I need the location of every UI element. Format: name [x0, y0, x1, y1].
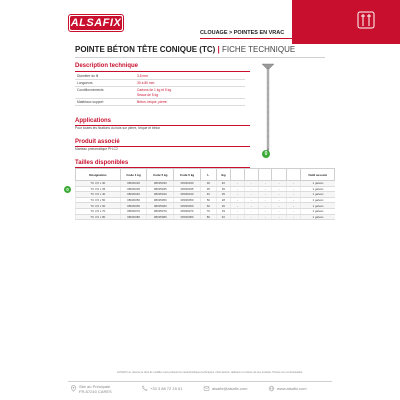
- table-cell: 08036035: [174, 186, 201, 192]
- table-cell: TC 3,5 x 80: [76, 214, 121, 220]
- column-header: [259, 169, 272, 181]
- table-cell: 60: [200, 203, 216, 209]
- column-header: [231, 169, 244, 181]
- table-cell: 40: [216, 214, 231, 220]
- table-cell: -: [272, 208, 287, 214]
- column-header: Outil associé: [301, 169, 335, 181]
- table-cell: 35: [216, 186, 231, 192]
- table-cell: 80: [200, 214, 216, 220]
- nail-illustration: [258, 62, 278, 160]
- table-cell: -: [272, 186, 287, 192]
- table-cell: 08036070: [174, 208, 201, 214]
- tailles-body: [76, 181, 335, 220]
- table-cell: 08035035: [147, 186, 174, 192]
- table-cell: 1 galvan: [301, 192, 335, 198]
- applications-heading: Applications: [75, 118, 112, 124]
- table-header-row: [76, 169, 335, 181]
- phone-icon: [141, 385, 148, 392]
- table-cell: 40: [200, 192, 216, 198]
- table-cell: 50: [200, 197, 216, 203]
- title-main: POINTE BÉTON TÊTE CONIQUE (TC): [75, 45, 216, 54]
- page-title: [75, 45, 295, 54]
- description-value: 30 à 80 mm: [135, 80, 245, 87]
- table-cell: -: [244, 181, 259, 187]
- table-cell: 08036050: [174, 197, 201, 203]
- table-cell: -: [231, 203, 244, 209]
- column-header: [272, 169, 287, 181]
- table-cell: -: [244, 214, 259, 220]
- table-cell: 08030070: [120, 208, 147, 214]
- table-cell: -: [286, 214, 301, 220]
- table-cell: 1 galvan: [301, 214, 335, 220]
- table-cell: 08030030: [120, 181, 147, 187]
- table-cell: 08035070: [147, 208, 174, 214]
- table-cell: 33: [216, 208, 231, 214]
- column-header: /kg: [216, 169, 231, 181]
- tailles-heading: Tailles disponibles: [75, 160, 129, 166]
- table-cell: -: [231, 186, 244, 192]
- table-cell: -: [259, 203, 272, 209]
- description-label: Longueurs: [75, 80, 135, 87]
- table-cell: 08030035: [120, 186, 147, 192]
- table-cell: -: [231, 181, 244, 187]
- table-cell: -: [259, 197, 272, 203]
- description-label: Diamètre du fil: [75, 73, 135, 80]
- table-cell: 28: [216, 197, 231, 203]
- table-cell: -: [272, 197, 287, 203]
- column-header: L: [200, 169, 216, 181]
- table-cell: -: [244, 203, 259, 209]
- email-icon: [203, 385, 210, 392]
- title-sub: FICHE TECHNIQUE: [222, 45, 296, 54]
- table-cell: -: [244, 197, 259, 203]
- table-cell: 08036080: [174, 214, 201, 220]
- table-cell: TC 3,5 x 60: [76, 203, 121, 209]
- table-cell: 08036030: [174, 181, 201, 187]
- table-cell: -: [286, 181, 301, 187]
- legal-notice: ALSAFIX se réserve le droit de modifier sans préavis les caractéristiques techniques, informations, tableaux et notices de ses produits. Photos non contractuelles.: [117, 371, 303, 374]
- table-row: [75, 98, 245, 105]
- tailles-table: [75, 168, 335, 220]
- nail-box-icon: [354, 8, 378, 32]
- table-cell: -: [272, 181, 287, 187]
- table-cell: 1 galvan: [301, 203, 335, 209]
- table-cell: 08030050: [120, 197, 147, 203]
- column-header: [244, 169, 259, 181]
- table-cell: -: [231, 197, 244, 203]
- table-cell: -: [286, 208, 301, 214]
- table-cell: 08035060: [147, 203, 174, 209]
- table-cell: -: [231, 208, 244, 214]
- table-cell: -: [286, 203, 301, 209]
- description-value: Béton, brique, pierre: [135, 98, 245, 105]
- table-cell: TC 3,5 x 35: [76, 186, 121, 192]
- address-line: FR-67240 CARES: [79, 389, 112, 394]
- table-cell: -: [259, 214, 272, 220]
- column-header: [286, 169, 301, 181]
- table-cell: 30: [200, 181, 216, 187]
- table-cell: 08030060: [120, 203, 147, 209]
- table-cell: -: [244, 192, 259, 198]
- table-cell: 1 galvan: [301, 181, 335, 187]
- column-header: Désignation: [76, 169, 121, 181]
- table-cell: 08036060: [174, 203, 201, 209]
- description-label: Conditionnements: [75, 87, 135, 98]
- table-cell: TC 3,5 x 40: [76, 192, 121, 198]
- table-cell: 1 galvan: [301, 197, 335, 203]
- table-cell: 1 galvan: [301, 208, 335, 214]
- table-cell: 08030040: [120, 192, 147, 198]
- table-row: [76, 214, 335, 220]
- table-cell: 08035050: [147, 197, 174, 203]
- table-cell: -: [231, 214, 244, 220]
- category-divider: [200, 38, 292, 39]
- table-cell: -: [259, 181, 272, 187]
- table-cell: -: [244, 208, 259, 214]
- table-row: [75, 87, 245, 98]
- table-cell: 70: [200, 208, 216, 214]
- produit-associe-heading: Produit associé: [75, 139, 120, 145]
- table-cell: 08035040: [147, 192, 174, 198]
- table-cell: 46: [216, 181, 231, 187]
- produit-associe-text: Marteau pneumatique PH-C2: [75, 147, 118, 151]
- title-divider: [75, 57, 325, 58]
- table-cell: TC 3,5 x 50: [76, 197, 121, 203]
- column-header: Code 5 kg: [174, 169, 201, 181]
- column-header: Code 5 kg: [147, 169, 174, 181]
- footer-phone[interactable]: +33 3 88 72 15 51: [150, 386, 183, 391]
- table-row: [75, 73, 245, 80]
- address-line: Site au Principale: [79, 384, 111, 389]
- table-row: [75, 80, 245, 87]
- table-cell: -: [259, 208, 272, 214]
- table-cell: -: [231, 192, 244, 198]
- description-divider: [75, 71, 250, 72]
- tailles-badge: 0: [64, 186, 71, 193]
- description-heading: Description technique: [75, 63, 139, 69]
- table-cell: 35: [200, 186, 216, 192]
- table-cell: -: [286, 186, 301, 192]
- table-cell: 08030080: [120, 214, 147, 220]
- table-cell: -: [259, 192, 272, 198]
- globe-icon: [268, 385, 275, 392]
- corner-brand-band: [292, 0, 400, 44]
- table-cell: 1 galvan: [301, 186, 335, 192]
- brand-logo-text: ALSAFIX: [70, 17, 122, 29]
- table-cell: 08036040: [174, 192, 201, 198]
- description-value: Cartons de 1 kg et 5 kg Seaux de 5 kg: [135, 87, 245, 98]
- location-pin-icon: [70, 385, 77, 392]
- table-cell: 08035080: [147, 214, 174, 220]
- description-table: [75, 73, 245, 106]
- footer-email[interactable]: alsafix@alsafix.com: [212, 386, 248, 391]
- applications-text: Pour toutes les fixations du bois sur pierre, brique et béton: [75, 126, 161, 130]
- title-separator: |: [217, 45, 220, 54]
- footer-address: [79, 384, 112, 394]
- category-breadcrumb: CLOUAGE > POINTES EN VRAC: [200, 30, 285, 36]
- table-cell: -: [286, 192, 301, 198]
- table-cell: -: [286, 197, 301, 203]
- table-cell: -: [244, 186, 259, 192]
- table-cell: 26: [216, 203, 231, 209]
- column-header: Code 1 kg: [120, 169, 147, 181]
- brand-logo: [68, 14, 124, 32]
- table-cell: -: [272, 203, 287, 209]
- table-cell: TC 3,5 x 30: [76, 181, 121, 187]
- footer-website[interactable]: www.alsafix.com: [277, 386, 307, 391]
- table-cell: -: [272, 192, 287, 198]
- table-cell: TC 3,5 x 70: [76, 208, 121, 214]
- description-label: Matériaux support: [75, 98, 135, 105]
- table-cell: -: [272, 214, 287, 220]
- footer-divider: [68, 381, 332, 382]
- table-cell: -: [259, 186, 272, 192]
- table-cell: 35: [216, 192, 231, 198]
- nail-badge: 0: [262, 150, 270, 158]
- description-value: 3,5 mm: [135, 73, 245, 80]
- table-cell: 08035030: [147, 181, 174, 187]
